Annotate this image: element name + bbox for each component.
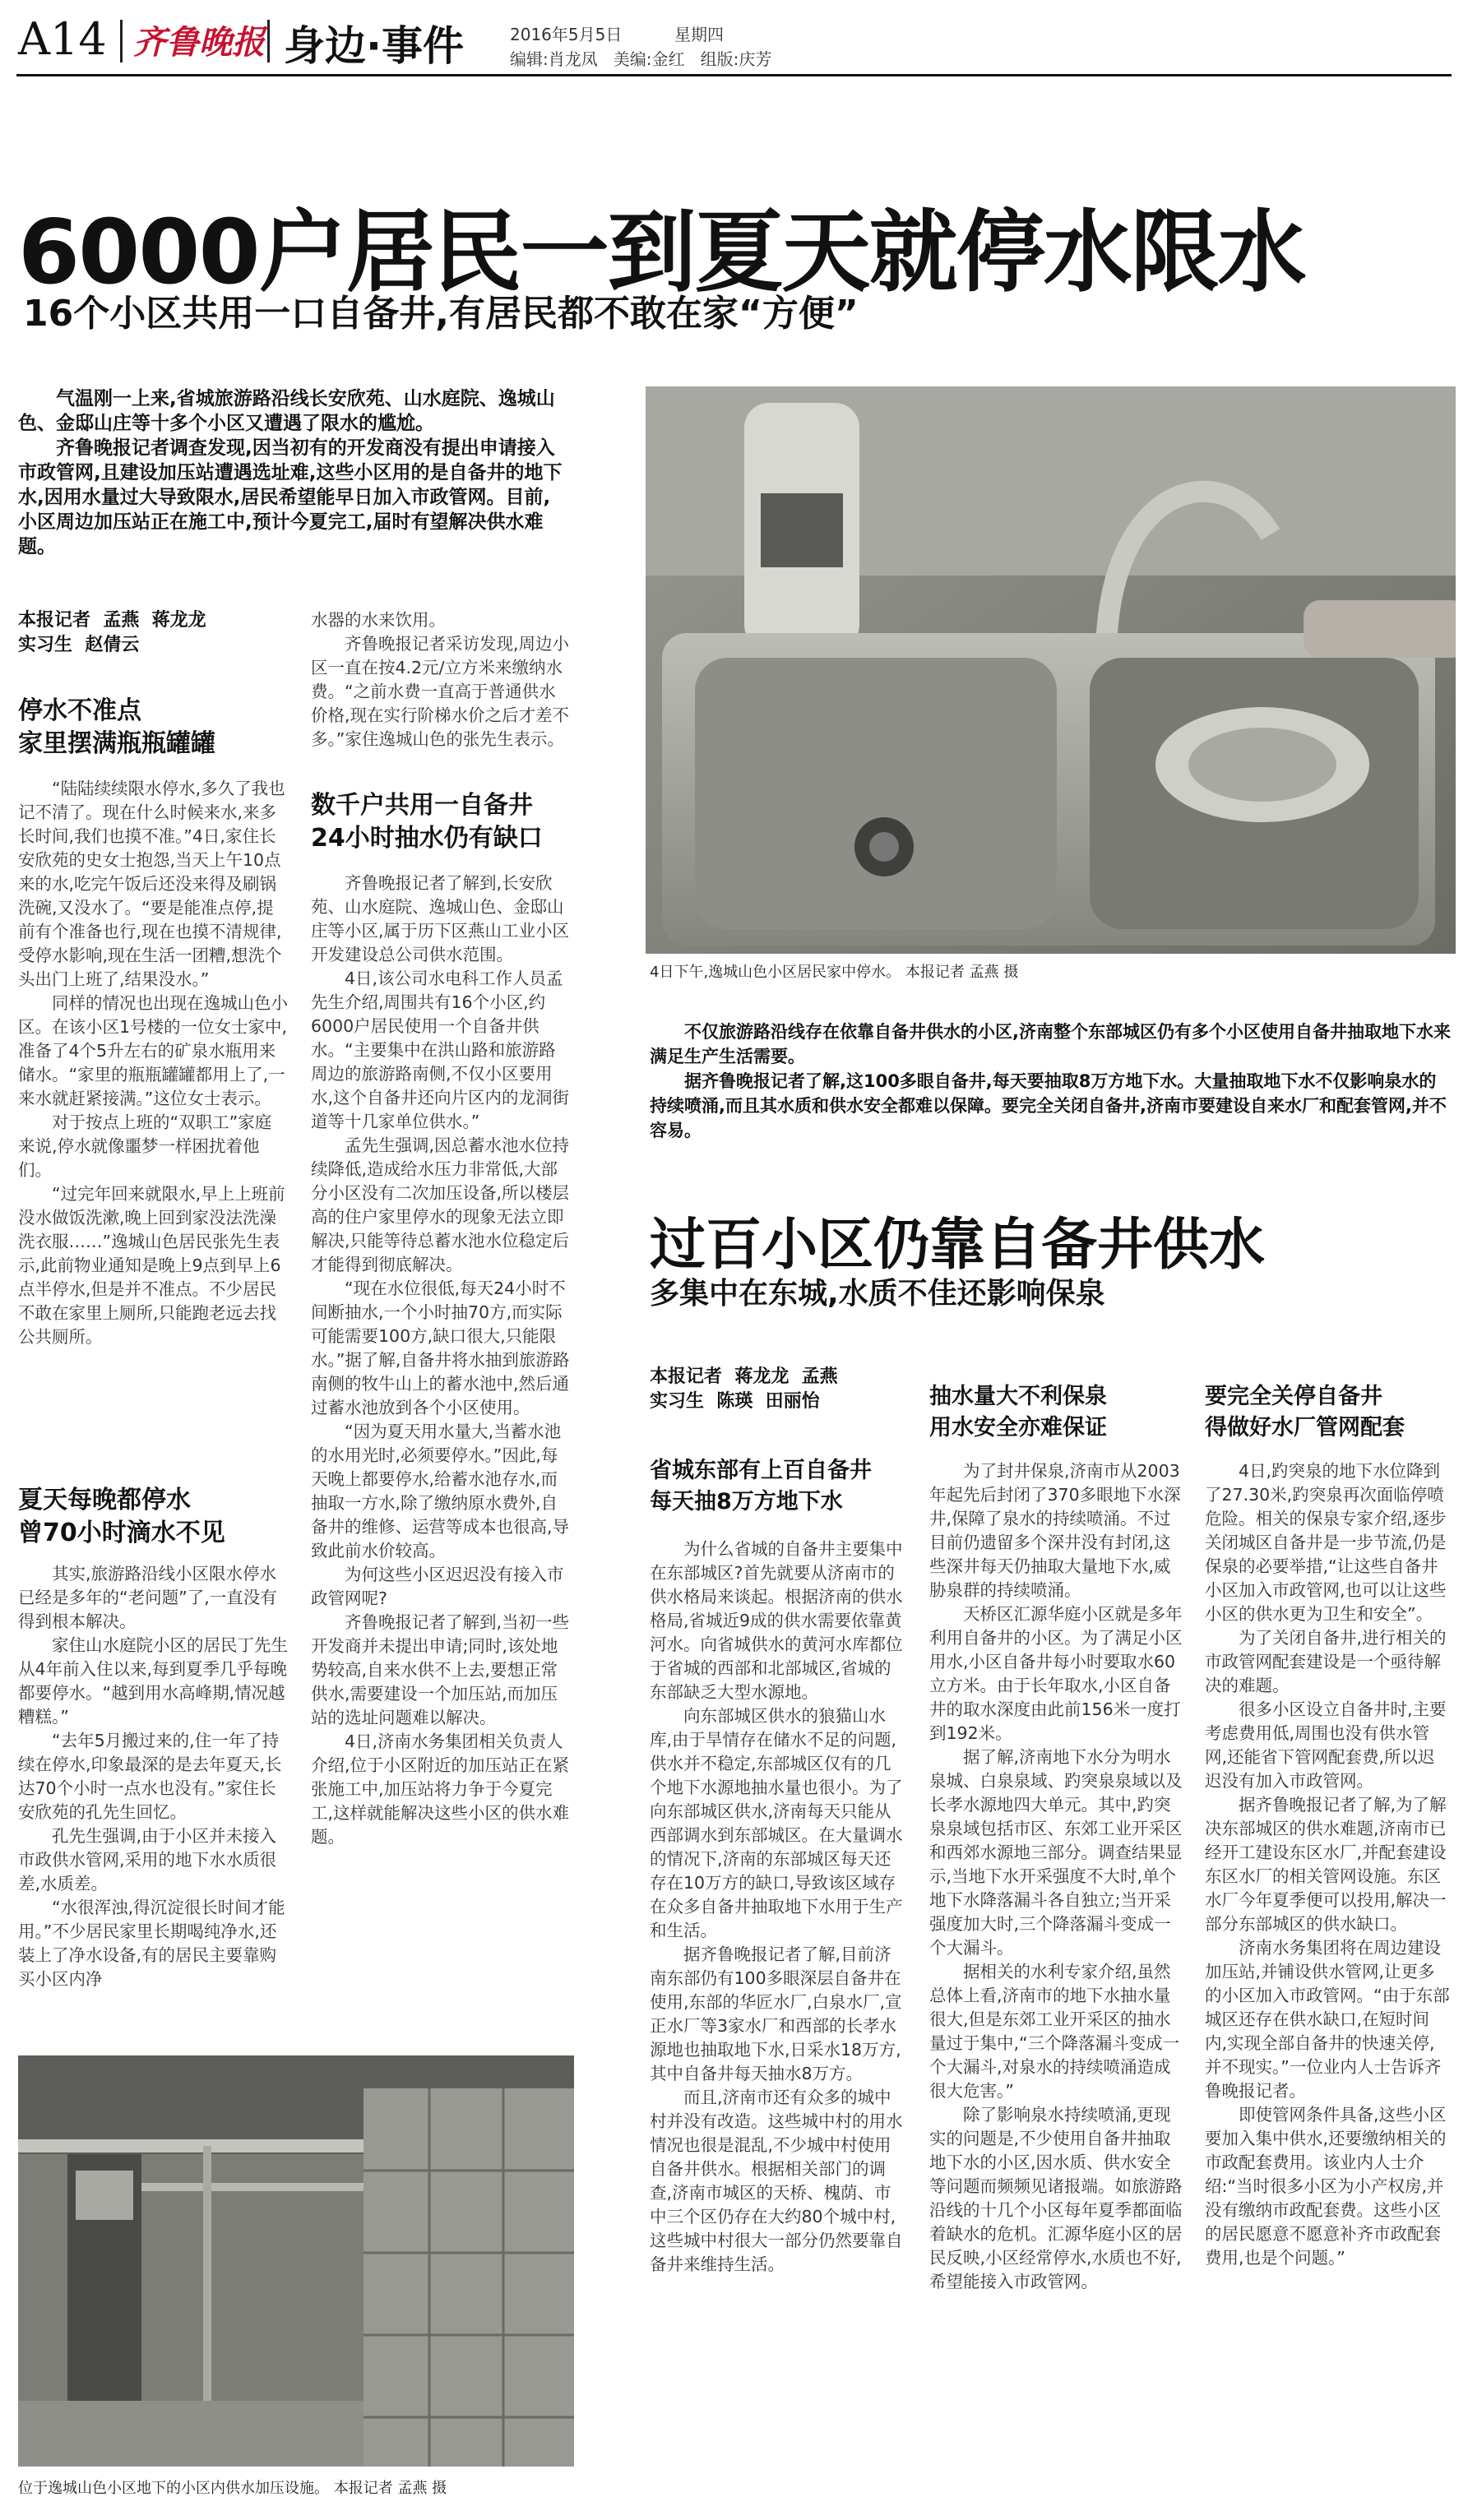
article-column: [311, 608, 572, 751]
paragraph: 其实,旅游路沿线小区限水停水已经是多年的“老问题”了,一直没有得到根本解决。: [18, 1564, 277, 1631]
paragraph: “水很浑浊,得沉淀很长时间才能用。”不少居民家里长期喝纯净水,还装上了净水设备,有的居民主要靠购买小区内净: [18, 1898, 285, 1989]
lede: [18, 386, 569, 559]
article-column: [311, 872, 572, 1849]
section-heading: 夏天每晚都停水 曾70小时滴水不见: [18, 1486, 225, 1547]
section-heading: 抽水量大不利保泉 用水安全亦难保证: [929, 1384, 1107, 1440]
story2-headline: 过百小区仍靠自备井供水: [650, 1213, 1266, 1278]
photo-pressure-facility: [18, 2055, 574, 2467]
byline: 本报记者 孟燕 蒋龙龙 实习生 赵倩云: [18, 610, 206, 655]
article-column: [1205, 1459, 1452, 2270]
section-heading: 要完全关停自备井 得做好水厂管网配套: [1205, 1384, 1405, 1440]
paragraph: 齐鲁晚报记者了解到,当初一些开发商并未提出申请;同时,该处地势较高,自来水供不上去,要想正常供水,需要建设一个加压站,而加压站的选址问题难以解决。: [311, 1612, 570, 1727]
paragraph: “过完年回来就限水,早上上班前没水做饭洗漱,晚上回到家没法洗澡洗衣服……”逸城山色居民张先生表示,此前物业通知是晚上9点到早上6点半停水,但是并不准点。不少居民不敢在家里上厕所,只能跑老远去找公共厕所。: [18, 1184, 285, 1347]
story2-subheadline: 多集中在东城,水质不佳还影响保泉: [650, 1277, 1105, 1311]
issue-date: 2016年5月5日: [510, 25, 623, 44]
sink-photo-illustration: [646, 386, 1456, 954]
photo-caption: 位于逸城山色小区地下的小区内供水加压设施。 本报记者 孟燕 摄: [18, 2480, 447, 2497]
paragraph: 很多小区设立自备井时,主要考虑费用低,周围也没有供水管网,还能省下管网配套费,所以迟迟没有加入市政管网。: [1205, 1699, 1447, 1791]
paragraph: 4日,该公司水电科工作人员孟先生介绍,周围共有16个小区,约6000户居民使用一个自备井供水。“主要集中在洪山路和旅游路周边的旅游路南侧,不仅小区要用水,这个自备井还向片区内的龙洞街道等十几家单位供水。”: [311, 969, 570, 1131]
article-column: [929, 1459, 1183, 2294]
paragraph: 为了关闭自备井,进行相关的市政管网配套建设是一个亟待解决的难题。: [1205, 1628, 1447, 1695]
newspaper-logo: 齐鲁晚报: [133, 23, 265, 62]
article-column: [18, 1562, 288, 1991]
paragraph: 除了影响泉水持续喷涌,更现实的问题是,不少使用自备井抽取地下水的小区,因水质、供水安全等问题而频频见诸报端。如旅游路沿线的十几个小区每年夏季都面临着缺水的危机。汇源华庭小区的居民反映,小区经常停水,水质也不好,希望能接入市政管网。: [929, 2105, 1183, 2291]
article-column: [18, 777, 288, 1349]
paragraph: 对于按点上班的“双职工”家庭来说,停水就像噩梦一样困扰着他们。: [18, 1112, 272, 1180]
facility-photo-illustration: [18, 2055, 574, 2467]
header-divider: [267, 20, 270, 62]
paragraph: “去年5月搬过来的,住一年了持续在停水,印象最深的是去年夏天,长达70个小时一点水也没有。”家住长安欣苑的孔先生回忆。: [18, 1731, 282, 1822]
paragraph: “陆陆续续限水停水,多久了我也记不清了。现在什么时候来水,来多长时间,我们也摸不准。”4日,家住长安欣苑的史女士抱怨,当天上午10点来的水,吃完午饭后还没来得及刷锅洗碗,又没水了。“要是能准点停,提前有个准备也行,现在也摸不清规律,受停水影响,现在生活一团糟,想洗个头出门上班了,结果没水。”: [18, 779, 285, 989]
paragraph: 孔先生强调,由于小区并未接入市政供水管网,采用的地下水水质很差,水质差。: [18, 1826, 277, 1893]
main-subheadline: 16个小区共用一口自备井,有居民都不敢在家“方便”: [23, 293, 859, 335]
paragraph: 水器的水来饮用。: [311, 610, 446, 630]
story2-intro: [650, 1020, 1452, 1143]
intro-paragraph: 据齐鲁晚报记者了解,这100多眼自备井,每天要抽取8万方地下水。大量抽取地下水不仅影响泉水的持续喷涌,而且其水质和供水安全都难以保障。要完全关闭自备井,济南市要建设自来水厂和配套管网,并不容易。: [650, 1071, 1447, 1140]
paragraph: 4日,济南水务集团相关负责人介绍,位于小区附近的加压站正在紧张施工中,加压站将力争于今夏完工,这样就能解决这些小区的供水难题。: [311, 1732, 570, 1847]
section-name: 身边·事件: [284, 22, 464, 70]
paragraph: 为什么省城的自备井主要集中在东部城区?首先就要从济南市的供水格局来谈起。根据济南的供水格局,省城近9成的供水需要依靠黄河水。向省城供水的黄河水库都位于省城的西部和北部城区,省城的东部缺乏大型水源地。: [650, 1539, 903, 1702]
byline: 本报记者 蒋龙龙 孟燕 实习生 陈瑛 田丽怡: [650, 1366, 838, 1412]
page-number: A14: [18, 13, 107, 65]
paragraph: 据相关的水利专家介绍,虽然总体上看,济南市的地下水抽水量很大,但是东郊工业开采区的抽水量过于集中,“三个降落漏斗变成一个大漏斗,对泉水的持续喷涌造成很大危害。”: [929, 1962, 1180, 2101]
section-heading: 数千户共用一自备井 24小时抽水仍有缺口: [311, 791, 543, 853]
header-rule: [16, 74, 1452, 76]
paragraph: 据齐鲁晚报记者了解,目前济南东部仍有100多眼深层自备井在使用,东部的华匠水厂,白泉水厂,宣正水厂等3家水厂和西部的长孝水源地也抽取地下水,日采水18万方,其中自备井每天抽水8万方。: [650, 1944, 902, 2083]
paragraph: “因为夏天用水量大,当蓄水池的水用光时,必须要停水。”因此,每天晚上都要停水,给蓄水池存水,而抽取一方水,除了缴纳原水费外,自备井的维修、运营等成本也很高,导致此前水价较高。: [311, 1422, 570, 1561]
paragraph: 4日,趵突泉的地下水位降到了27.30米,趵突泉再次面临停喷危险。相关的保泉专家介绍,逐步关闭城区自备井是一步节流,仍是保泉的必要举措,“让这些自备井小区加入市政管网,也可以让这些小区的供水更为卫生和安全”。: [1205, 1461, 1447, 1624]
main-headline: 6000户居民一到夏天就停水限水: [18, 201, 1305, 304]
paragraph: 济南水务集团将在周边建设加压站,并铺设供水管网,让更多的小区加入市政管网。“由于东部城区还存在供水缺口,在短时间内,实现全部自备井的快速关停,并不现实。”一位业内人士告诉齐鲁晚报记者。: [1205, 1938, 1450, 2101]
lede-paragraph: 气温刚一上来,省城旅游路沿线长安欣苑、山水庭院、逸城山色、金邸山庄等十多个小区又遭遇了限水的尴尬。: [18, 388, 555, 434]
paragraph: 为了封井保泉,济南市从2003年起先后封闭了370多眼地下水深井,保障了泉水的持续喷涌。不过目前仍遗留多个深井没有封闭,这些深井每天仍抽取大量地下水,威胁泉群的持续喷涌。: [929, 1461, 1181, 1600]
paragraph: 天桥区汇源华庭小区就是多年利用自备井的小区。为了满足小区用水,小区自备井每小时要取水60立方米。由于长年取水,小区自备井的取水深度由此前156米一度打到192米。: [929, 1604, 1183, 1743]
paragraph: 同样的情况也出现在逸城山色小区。在该小区1号楼的一位女士家中,准备了4个5升左右的矿泉水瓶用来储水。“家里的瓶瓶罐罐都用上了,一来水就赶紧接满。”这位女士表示。: [18, 993, 288, 1108]
paragraph: 而且,济南市还有众多的城中村并没有改造。这些城中村的用水情况也很是混乱,不少城中村使用自备井供水。根据相关部门的调查,济南市城区的天桥、槐荫、市中三个区仍存在大约80个城中村,这些城中村很大一部分仍然要靠自备井来维持生活。: [650, 2088, 903, 2274]
article-column: [650, 1537, 903, 2277]
photo-sink: [646, 386, 1456, 954]
editor-credits: 编辑:肖龙凤 美编:金红 组版:庆芳: [510, 49, 772, 69]
intro-paragraph: 不仅旅游路沿线存在依靠自备井供水的小区,济南整个东部城区仍有多个小区使用自备井抽取地下水来满足生产生活需要。: [650, 1022, 1451, 1066]
lede-paragraph: 齐鲁晚报记者调查发现,因当初有的开发商没有提出申请接入市政管网,且建设加压站遭遇选址难,这些小区用的是自备井的地下水,因用水量过大导致限水,居民希望能早日加入市政管网。目前,小区周边加压站正在施工中,预计今夏完工,届时有望解决供水难题。: [18, 437, 563, 557]
paragraph: 即使管网条件具备,这些小区要加入集中供水,还要缴纳相关的市政配套费用。该业内人士介绍:“当时很多小区为小产权房,并没有缴纳市政配套费。这些小区的居民愿意不愿意补齐市政配套费用,也是个问题。”: [1205, 2105, 1447, 2268]
issue-weekday: 星期四: [674, 25, 724, 44]
paragraph: 孟先生强调,因总蓄水池水位持续降低,造成给水压力非常低,大部分小区没有二次加压设备,所以楼层高的住户家里停水的现象无法立即解决,只能等待总蓄水池水位稳定后才能得到彻底解决。: [311, 1135, 570, 1274]
paragraph: 向东部城区供水的狼猫山水库,由于旱情存在储水不足的问题,供水并不稳定,东部城区仅有的几个地下水源地抽水量也很小。为了向东部城区供水,济南每天只能从西部调水到东部城区。在大量调水的情况下,济南的东部城区每天还存在10万方的缺口,导致该区域存在众多自备井抽取地下水用于生产和生活。: [650, 1706, 903, 1940]
page-header: [0, 0, 1468, 74]
photo-caption: 4日下午,逸城山色小区居民家中停水。 本报记者 孟燕 摄: [650, 964, 1019, 981]
section-heading: 停水不准点 家里摆满瓶瓶罐罐: [18, 696, 215, 758]
paragraph: 齐鲁晚报记者采访发现,周边小区一直在按4.2元/立方米来缴纳水费。“之前水费一直高于普通供水价格,现在实行阶梯水价之后才差不多。”家住逸城山色的张先生表示。: [311, 634, 570, 749]
paragraph: 为何这些小区迟迟没有接入市政管网呢?: [311, 1565, 564, 1608]
paragraph: 据齐鲁晚报记者了解,为了解决东部城区的供水难题,济南市已经开工建设东区水厂,并配套建设东区水厂的相关管网设施。东区水厂今年夏季便可以投用,解决一部分东部城区的供水缺口。: [1205, 1795, 1447, 1934]
header-divider: [120, 20, 123, 62]
paragraph: 据了解,济南地下水分为明水泉城、白泉泉域、趵突泉泉域以及长孝水源地四大单元。其中,趵突泉泉域包括市区、东郊工业开采区和西郊水源地三部分。调查结果显示,当地下水开采强度不大时,单个地下水降落漏斗各自独立;当开采强度加大时,三个降落漏斗变成一个大漏斗。: [929, 1747, 1183, 1958]
paragraph: 齐鲁晚报记者了解到,长安欣苑、山水庭院、逸城山色、金邸山庄等小区,属于历下区燕山工业小区开发建设总公司供水范围。: [311, 873, 570, 964]
section-heading: 省城东部有上百自备井 每天抽8万方地下水: [650, 1458, 872, 1514]
paragraph: 家住山水庭院小区的居民丁先生从4年前入住以来,每到夏季几乎每晚都要停水。“越到用水高峰期,情况越糟糕。”: [18, 1635, 288, 1727]
paragraph: “现在水位很低,每天24小时不间断抽水,一个小时抽70方,而实际可能需要100方,缺口很大,只能限水。”据了解,自备井将水抽到旅游路南侧的牧牛山上的蓄水池中,然后通过蓄水池放到各个小区使用。: [311, 1278, 570, 1417]
